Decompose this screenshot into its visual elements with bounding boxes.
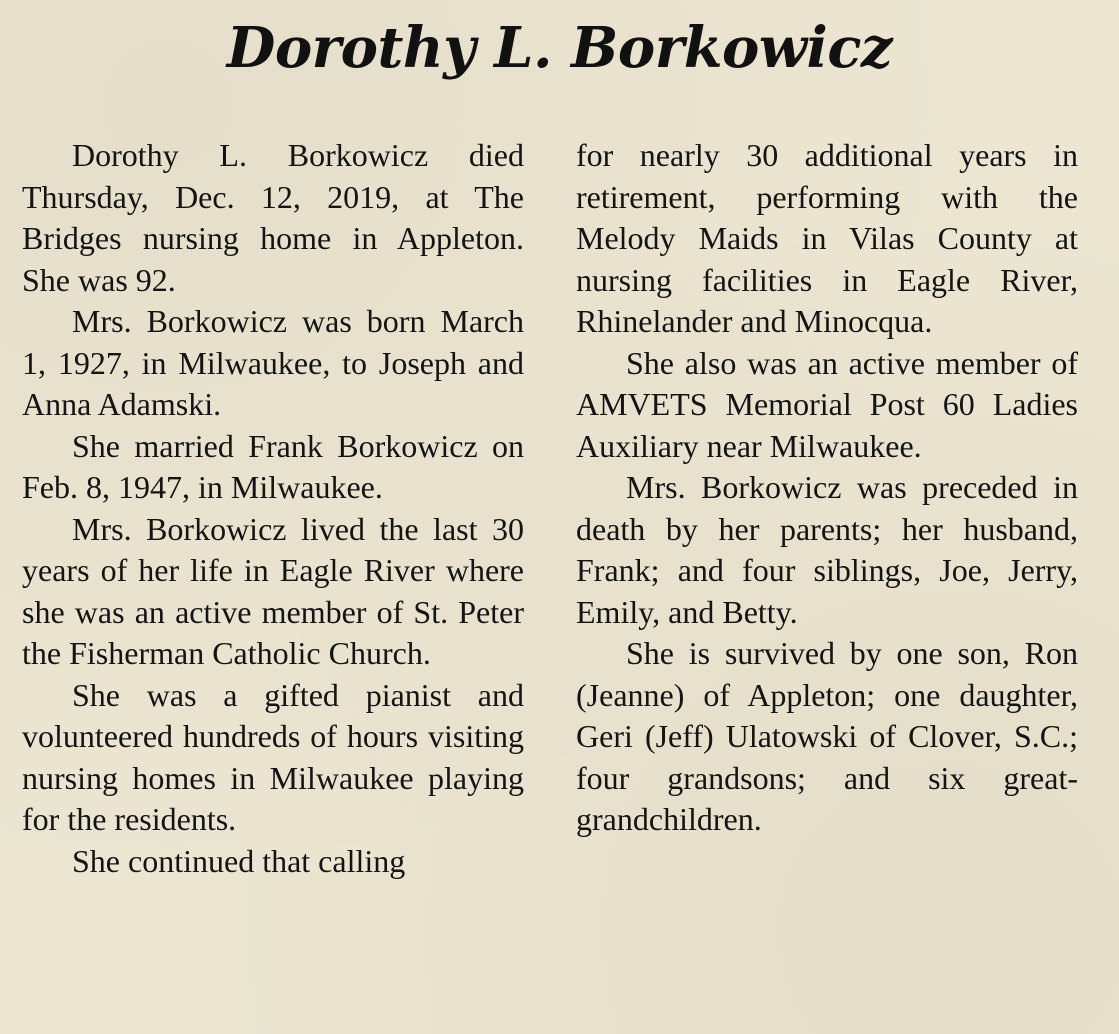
left-column bbox=[22, 135, 524, 882]
paragraph-pianist: She was a gifted pianist and volunteered hundreds of hours visiting nursing homes in Milwaukee playing for the residents. bbox=[22, 676, 524, 837]
paragraph-amvets: She also was an active member of AMVETS Memorial Post 60 Ladies Auxiliary near Milwaukee. bbox=[576, 344, 1078, 464]
paragraph-calling-start: She continued that calling bbox=[72, 842, 406, 879]
paragraph-birth: Mrs. Borkowicz was born March 1, 1927, in Milwaukee, to Joseph and Anna Adamski. bbox=[22, 303, 524, 422]
paragraph-death-notice: Dorothy L. Borkowicz died Thursday, Dec. 12, 2019, at The Bridges nursing home in Appleton. She was 92. bbox=[22, 137, 524, 298]
paragraph-residence: Mrs. Borkowicz lived the last 30 years of her life in Eagle River where she was an active member of St. Peter the Fisherman Catholic Church. bbox=[22, 510, 524, 671]
paragraph-calling-continued: for nearly 30 additional years in retirement, performing with the Melody Maids in Vilas County at nursing facilities in Eagle River, Rhinelander and Minocqua. bbox=[576, 137, 1078, 339]
obituary-headline: Dorothy L. Borkowicz bbox=[226, 15, 893, 81]
paragraph-survived: She is survived by one son, Ron (Jeanne) of Appleton; one daughter, Geri (Jeff) Ulatowski of Clover, S.C.; four grandsons; and six great-grandchildren. bbox=[576, 635, 1078, 837]
right-column bbox=[576, 135, 1078, 841]
paragraph-marriage: She married Frank Borkowicz on Feb. 8, 1947, in Milwaukee. bbox=[22, 427, 524, 505]
paragraph-preceded: Mrs. Borkowicz was preceded in death by her parents; her husband, Frank; and four siblings, Joe, Jerry, Emily, and Betty. bbox=[576, 469, 1078, 630]
